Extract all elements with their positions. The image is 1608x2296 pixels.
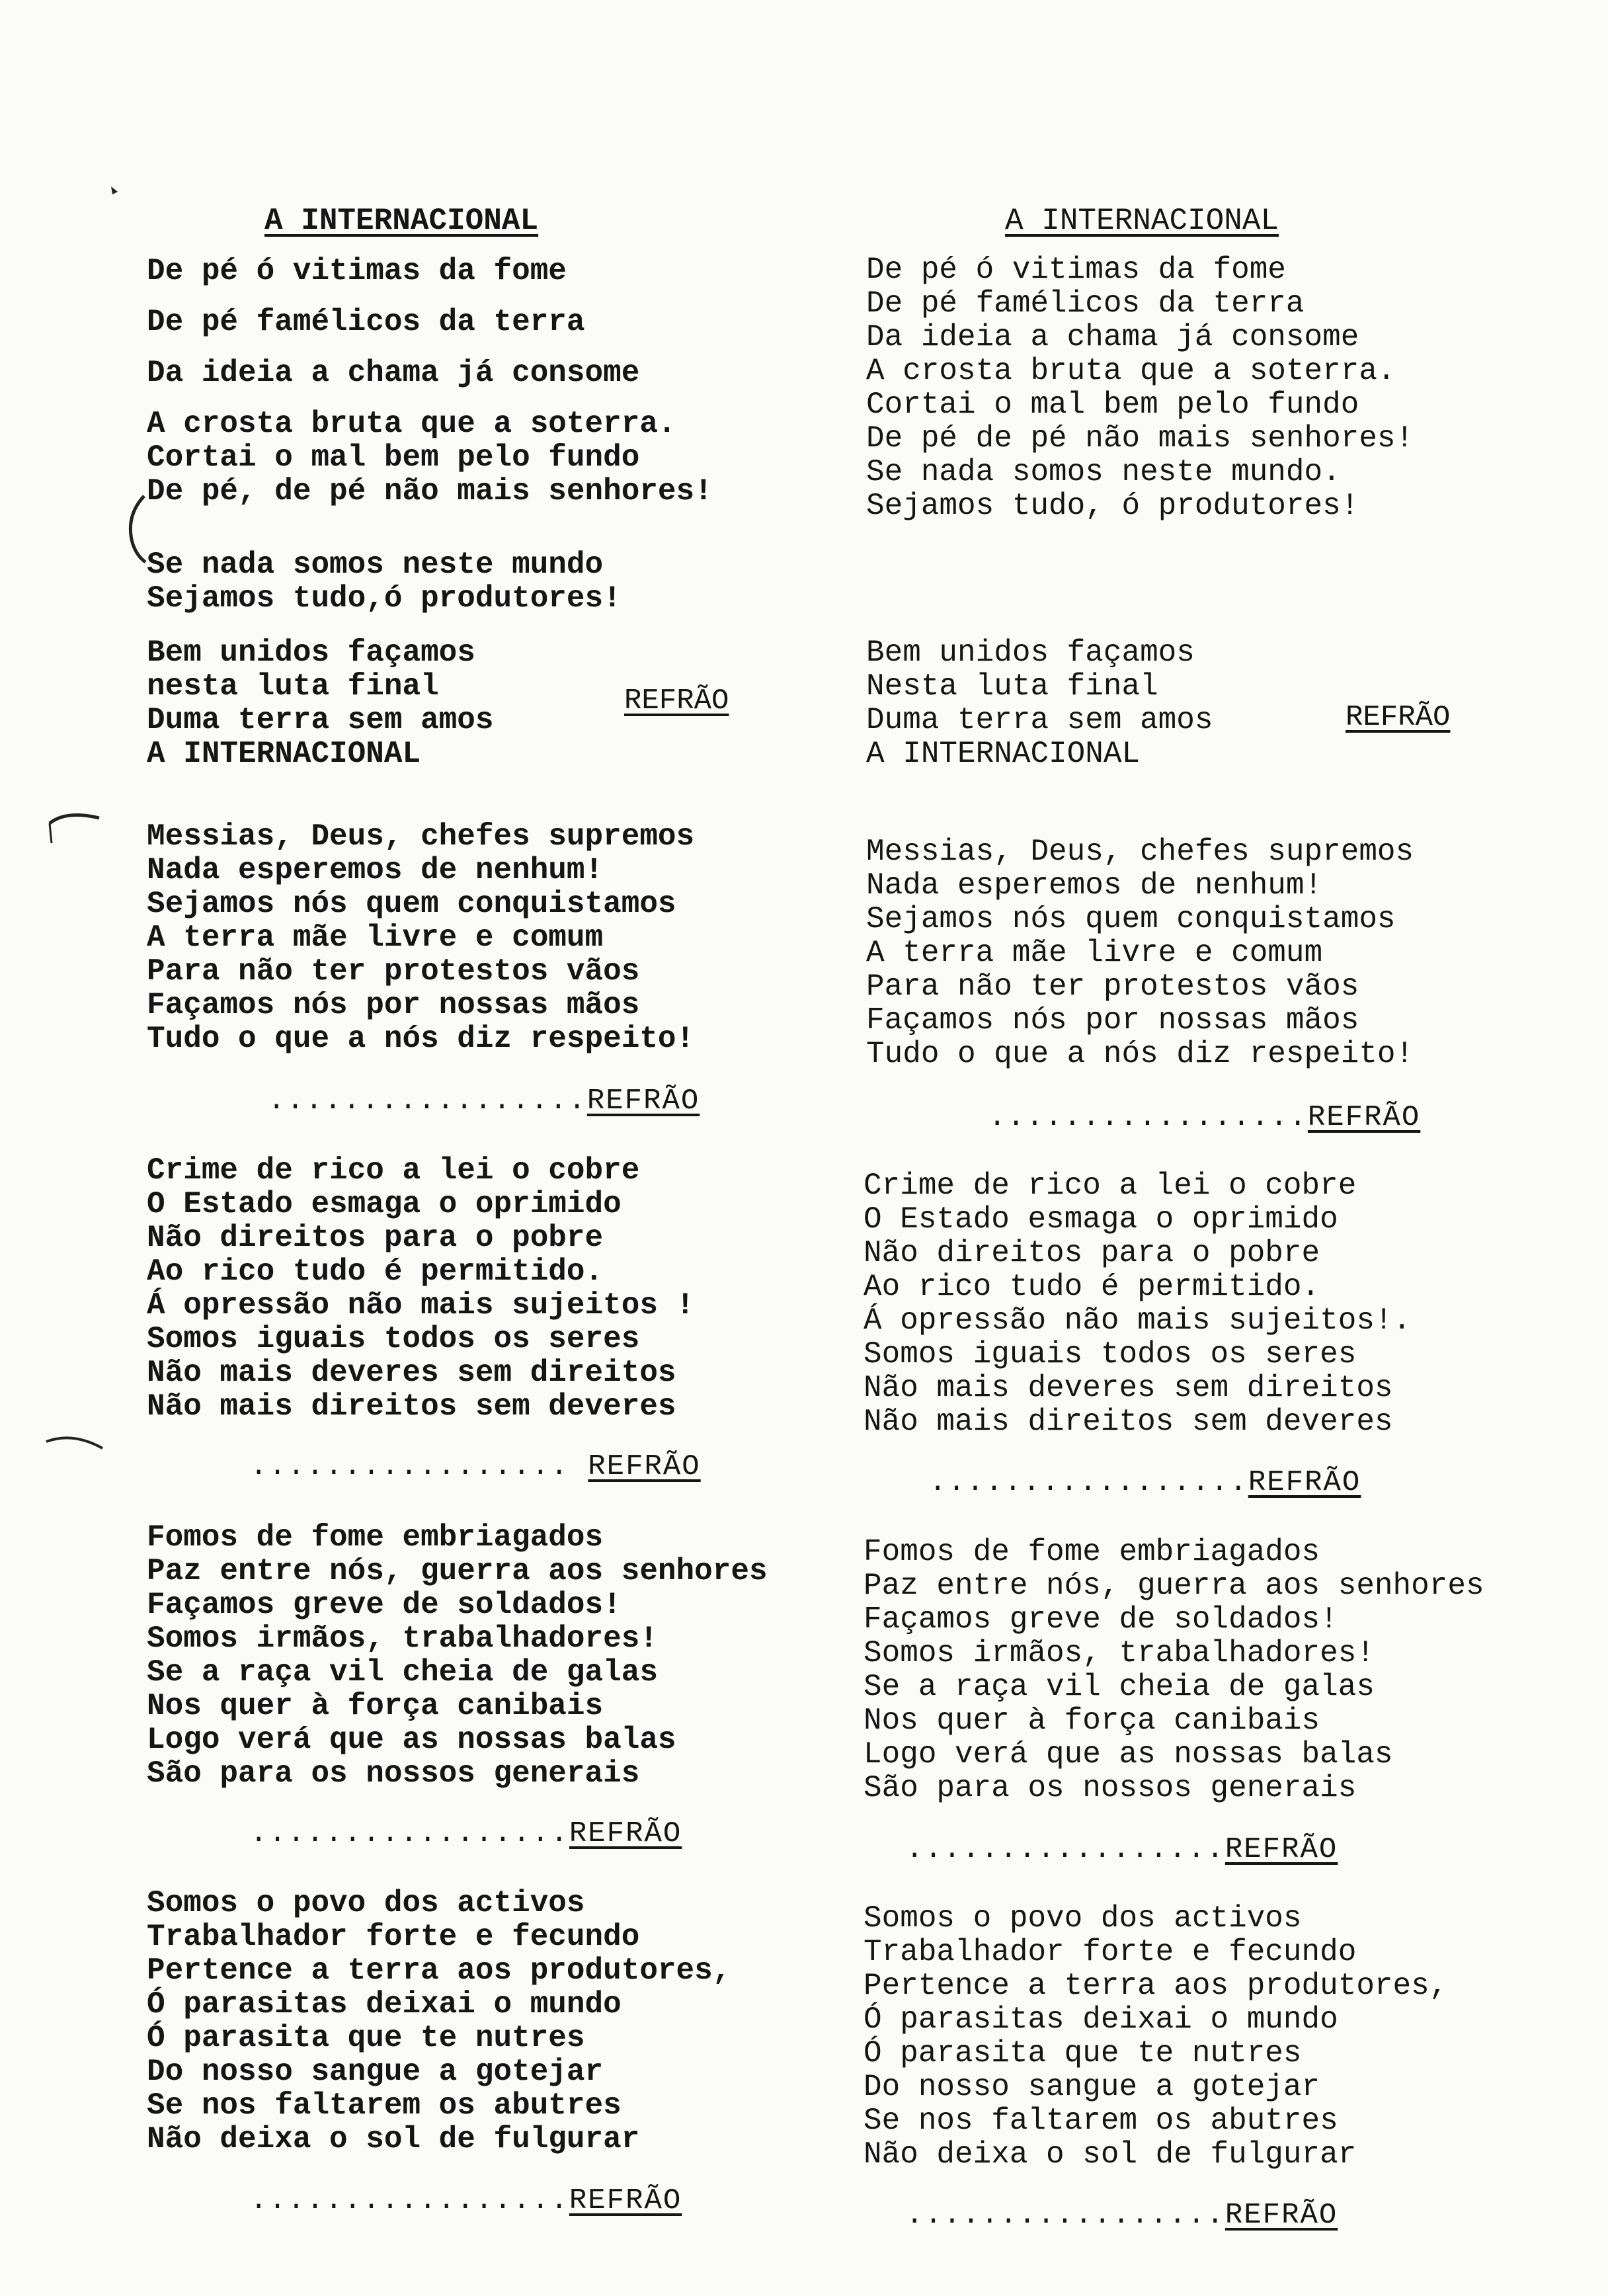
verse-line: Para não ter protestos vãos [866, 969, 1359, 1004]
chorus-line: Nesta luta final [866, 669, 1158, 704]
left-refrao-marker [268, 1085, 700, 1118]
left-verse-4 [147, 1521, 768, 1791]
verse-line: Se nos faltarem os abutres [864, 2104, 1338, 2138]
dot-leader: ................. [250, 1450, 569, 1483]
refrao-label: REFRÃO [1225, 1833, 1338, 1866]
verse-line: A terra mãe livre e comum [866, 936, 1323, 970]
verse-line: Crime de rico a lei o cobre [147, 1153, 640, 1188]
verse-line: Nos quer à força canibais [147, 1689, 604, 1723]
refrao-label: REFRÃO [1307, 1101, 1421, 1134]
verse-line: Fomos de fome embriagados [864, 1535, 1320, 1569]
verse-line: Façamos greve de soldados! [147, 1588, 622, 1622]
verse-line: Se a raça vil cheia de galas [864, 1670, 1375, 1704]
left-verse-2 [147, 820, 694, 1056]
refrao-label: REFRÃO [569, 2184, 682, 2217]
refrao-label: REFRÃO [569, 1817, 682, 1850]
verse-line: Somos o povo dos activos [147, 1886, 585, 1920]
refrao-label: REFRÃO [1248, 1466, 1361, 1499]
chorus-line: Bem unidos façamos [147, 636, 475, 670]
verse-line: A crosta bruta que a soterra. [147, 407, 676, 441]
verse-line: De pé famélicos da terra [866, 286, 1305, 321]
verse-line: O Estado esmaga o oprimido [147, 1187, 622, 1221]
left-verse-1 [147, 255, 713, 616]
right-verse-2 [866, 835, 1414, 1071]
verse-line: São para os nossos generais [864, 1771, 1357, 1805]
right-chorus [866, 636, 1213, 771]
pencil-mark [40, 803, 112, 850]
verse-line: São para os nossos generais [147, 1756, 640, 1791]
right-refrao-marker [988, 1101, 1420, 1134]
verse-line: Não deixa o sol de fulgurar [147, 2122, 640, 2156]
verse-line: O Estado esmaga o oprimido [864, 1202, 1338, 1237]
verse-line: Façamos nós por nossas mãos [147, 988, 640, 1022]
left-refrao-marker [250, 1817, 682, 1850]
verse-line: A terra mãe livre e comum [147, 921, 604, 955]
verse-line: De pé famélicos da terra [147, 305, 585, 339]
verse-line: Sejamos tudo, ó produtores! [866, 489, 1359, 523]
verse-line: Pertence a terra aos produtores, [147, 1953, 731, 1988]
dot-leader: ................. [906, 2199, 1225, 2232]
dot-leader: ................. [250, 1817, 569, 1850]
right-refrao-marker [906, 1833, 1338, 1866]
verse-line: A crosta bruta que a soterra. [866, 354, 1396, 388]
verse-line: Não mais deveres sem direitos [864, 1371, 1393, 1405]
right-title: A INTERNACIONAL [1005, 204, 1279, 238]
verse-line: Somos o povo dos activos [864, 1901, 1302, 1936]
verse-line: Á opressão não mais sujeitos!. [864, 1303, 1412, 1338]
verse-line: Tudo o que a nós diz respeito! [147, 1022, 695, 1056]
verse-line: Messias, Deus, chefes supremos [866, 835, 1414, 869]
chorus-line: Bem unidos façamos [866, 636, 1195, 670]
verse-line: Façamos nós por nossas mãos [866, 1003, 1359, 1038]
verse-line: Ó parasitas deixai o mundo [147, 1987, 622, 2022]
verse-line: Do nosso sangue a gotejar [864, 2070, 1320, 2104]
left-refrao-marker [250, 1450, 701, 1483]
verse-line: Crime de rico a lei o cobre [864, 1168, 1357, 1203]
verse-line: Não direitos para o pobre [147, 1221, 604, 1255]
right-chorus-label: REFRÃO [1346, 701, 1451, 734]
verse-line: Ao rico tudo é permitido. [864, 1270, 1320, 1304]
refrao-label: REFRÃO [586, 1085, 700, 1118]
right-verse-3 [864, 1169, 1411, 1439]
verse-line: Logo verá que as nossas balas [864, 1737, 1393, 1772]
verse-line: Somos irmãos, trabalhadores! [864, 1636, 1375, 1670]
verse-line: Se a raça vil cheia de galas [147, 1655, 658, 1690]
chorus-line: A INTERNACIONAL [866, 737, 1141, 771]
verse-line: Ó parasita que te nutres [864, 2036, 1302, 2070]
verse-line: Logo verá que as nossas balas [147, 1723, 676, 1757]
chorus-line: Duma terra sem amos [866, 703, 1213, 737]
verse-line: Não mais direitos sem deveres [864, 1405, 1393, 1439]
chorus-line: Duma terra sem amos [147, 703, 494, 737]
verse-line: Para não ter protestos vãos [147, 954, 640, 989]
verse-line: De pé ó vitimas da fome [866, 253, 1286, 287]
verse-line: Da ideia a chama já consome [147, 356, 640, 390]
verse-line: Somos irmãos, trabalhadores! [147, 1621, 658, 1656]
verse-line: Trabalhador forte e fecundo [147, 1920, 640, 1954]
right-refrao-marker [906, 2199, 1338, 2232]
left-chorus [147, 636, 494, 771]
verse-line: Somos iguais todos os seres [864, 1337, 1357, 1372]
verse-line: Á opressão não mais sujeitos ! [147, 1288, 695, 1323]
pencil-mark [40, 1422, 119, 1468]
verse-line: Nada esperemos de nenhum! [147, 853, 604, 887]
verse-line: Nada esperemos de nenhum! [866, 868, 1323, 903]
verse-line: De pé, de pé não mais senhores! [147, 474, 713, 509]
left-verse-3 [147, 1154, 694, 1424]
verse-line: Sejamos tudo,ó produtores! [147, 581, 622, 616]
verse-line: Façamos greve de soldados! [864, 1602, 1338, 1637]
right-verse-5 [864, 1902, 1447, 2172]
scan-speck-mark [99, 179, 126, 205]
verse-line: Fomos de fome embriagados [147, 1520, 604, 1555]
verse-line: Paz entre nós, guerra aos senhores [864, 1569, 1484, 1603]
right-refrao-marker [929, 1466, 1361, 1499]
verse-line: Se nada somos neste mundo [147, 548, 604, 582]
dot-leader: ................. [988, 1101, 1308, 1134]
chorus-line: nesta luta final [147, 669, 439, 704]
verse-line: Trabalhador forte e fecundo [864, 1935, 1357, 1969]
left-chorus-label: REFRÃO [624, 684, 729, 718]
verse-line: Somos iguais todos os seres [147, 1322, 640, 1356]
verse-line: Sejamos nós quem conquistamos [866, 902, 1396, 936]
left-verse-5 [147, 1887, 731, 2156]
verse-line: Ó parasitas deixai o mundo [864, 2002, 1338, 2037]
verse-line: Sejamos nós quem conquistamos [147, 887, 676, 921]
right-verse-1 [866, 253, 1414, 523]
dot-leader: ................. [268, 1085, 587, 1118]
chorus-line: A INTERNACIONAL [147, 737, 421, 771]
dot-leader: ................. [906, 1833, 1225, 1866]
verse-line: Não mais direitos sem deveres [147, 1389, 676, 1424]
verse-line: Da ideia a chama já consome [866, 320, 1359, 354]
verse-line: Cortai o mal bem pelo fundo [147, 440, 640, 475]
verse-line: Messias, Deus, chefes supremos [147, 819, 695, 854]
verse-line: De pé ó vitimas da fome [147, 254, 567, 288]
verse-line: Do nosso sangue a gotejar [147, 2055, 604, 2089]
verse-line: Não direitos para o pobre [864, 1236, 1320, 1270]
dot-leader: ................. [250, 2184, 569, 2217]
right-verse-4 [864, 1536, 1484, 1805]
left-refrao-marker [250, 2184, 682, 2217]
refrao-label: REFRÃO [588, 1450, 701, 1483]
verse-line: Ó parasita que te nutres [147, 2021, 585, 2055]
refrao-label: REFRÃO [1225, 2199, 1338, 2232]
verse-line: Pertence a terra aos produtores, [864, 1969, 1448, 2003]
verse-line: Se nos faltarem os abutres [147, 2088, 622, 2123]
verse-line: Tudo o que a nós diz respeito! [866, 1037, 1414, 1071]
verse-line: Ao rico tudo é permitido. [147, 1254, 604, 1289]
left-title: A INTERNACIONAL [264, 204, 539, 238]
dot-leader: ................. [929, 1466, 1248, 1499]
verse-line: Nos quer à força canibais [864, 1703, 1320, 1738]
verse-line: Se nada somos neste mundo. [866, 455, 1341, 489]
verse-line: Não mais deveres sem direitos [147, 1356, 676, 1390]
bracket-mark [119, 489, 152, 595]
verse-line: Paz entre nós, guerra aos senhores [147, 1554, 768, 1588]
verse-line: De pé de pé não mais senhores! [866, 421, 1414, 456]
verse-line: Cortai o mal bem pelo fundo [866, 388, 1359, 422]
verse-line: Não deixa o sol de fulgurar [864, 2137, 1357, 2172]
